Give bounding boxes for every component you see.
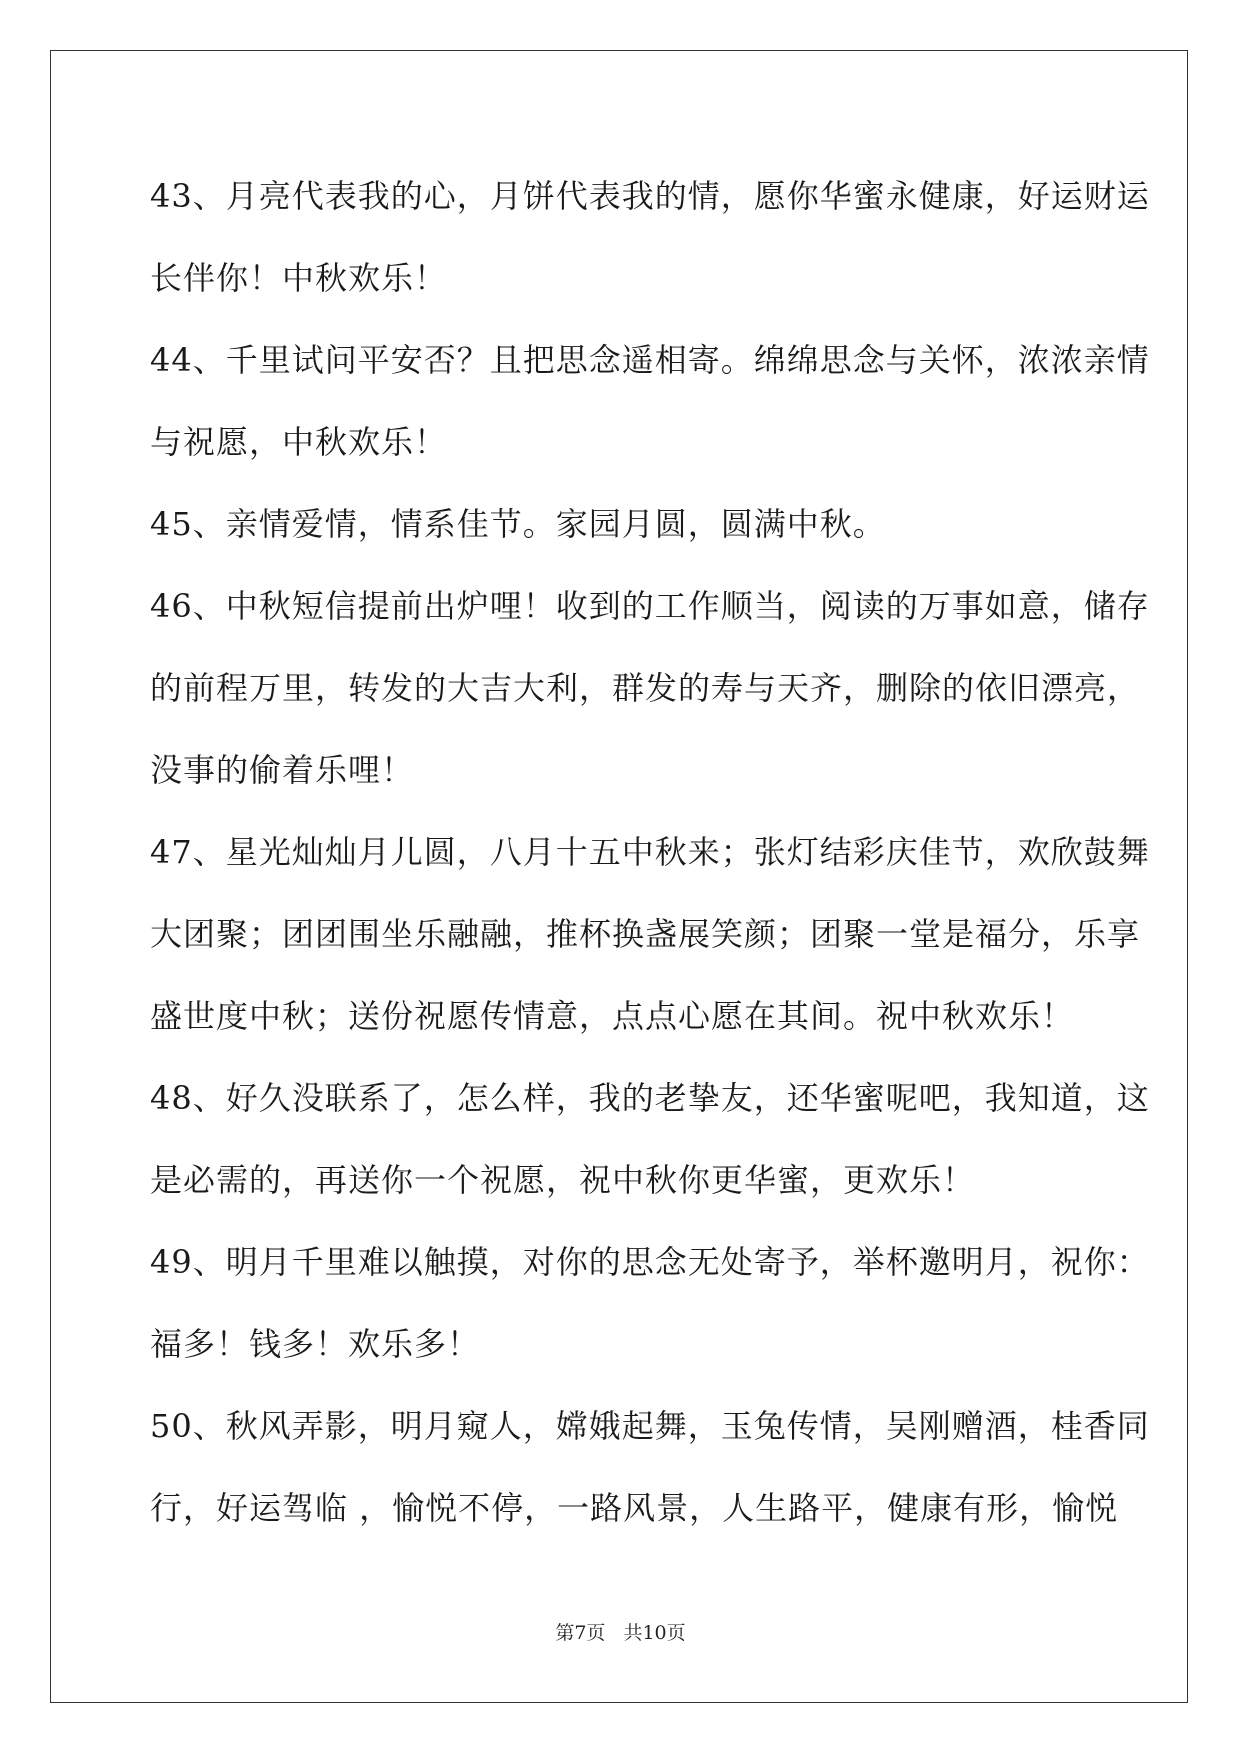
text-line: 46、中秋短信提前出炉哩！收到的工作顺当，阅读的万事如意，储存 (150, 587, 1150, 625)
text-line: 长伴你！中秋欢乐！ (150, 259, 448, 297)
text-line: 是必需的，再送你一个祝愿，祝中秋你更华蜜，更欢乐！ (150, 1161, 976, 1199)
page-total: 共10页 (623, 1622, 686, 1644)
text-line: 47、星光灿灿月儿圆，八月十五中秋来；张灯结彩庆佳节，欢欣鼓舞 (150, 833, 1150, 871)
text-line: 福多！钱多！欢乐多！ (150, 1325, 481, 1363)
page-footer (0, 1618, 1241, 1645)
text-line: 44、千里试问平安否？且把思念遥相寄。绵绵思念与关怀，浓浓亲情 (150, 341, 1150, 379)
text-line: 的前程万里，转发的大吉大利，群发的寿与天齐，删除的依旧漂亮， (150, 669, 1141, 707)
text-line: 与祝愿，中秋欢乐！ (150, 423, 448, 461)
page-number: 第7页 (555, 1622, 606, 1644)
text-line: 50、秋风弄影，明月窥人，嫦娥起舞，玉兔传情，吴刚赠酒，桂香同 (150, 1407, 1150, 1445)
text-line: 49、明月千里难以触摸，对你的思念无处寄予，举杯邀明月，祝你： (150, 1243, 1150, 1281)
text-line: 43、月亮代表我的心，月饼代表我的情，愿你华蜜永健康，好运财运 (150, 177, 1150, 215)
text-line: 大团聚；团团围坐乐融融，推杯换盏展笑颜；团聚一堂是福分，乐享 (150, 915, 1141, 953)
text-line: 行，好运驾临 ，愉悦不停，一路风景，人生路平，健康有形，愉悦 (150, 1489, 1119, 1527)
document-body (150, 155, 1150, 1549)
text-line: 盛世度中秋；送份祝愿传情意，点点心愿在其间。祝中秋欢乐！ (150, 997, 1075, 1035)
text-line: 没事的偷着乐哩！ (150, 751, 415, 789)
text-line: 45、亲情爱情，情系佳节。家园月圆，圆满中秋。 (150, 505, 886, 543)
text-line: 48、好久没联系了，怎么样，我的老挚友，还华蜜呢吧，我知道，这 (150, 1079, 1150, 1117)
